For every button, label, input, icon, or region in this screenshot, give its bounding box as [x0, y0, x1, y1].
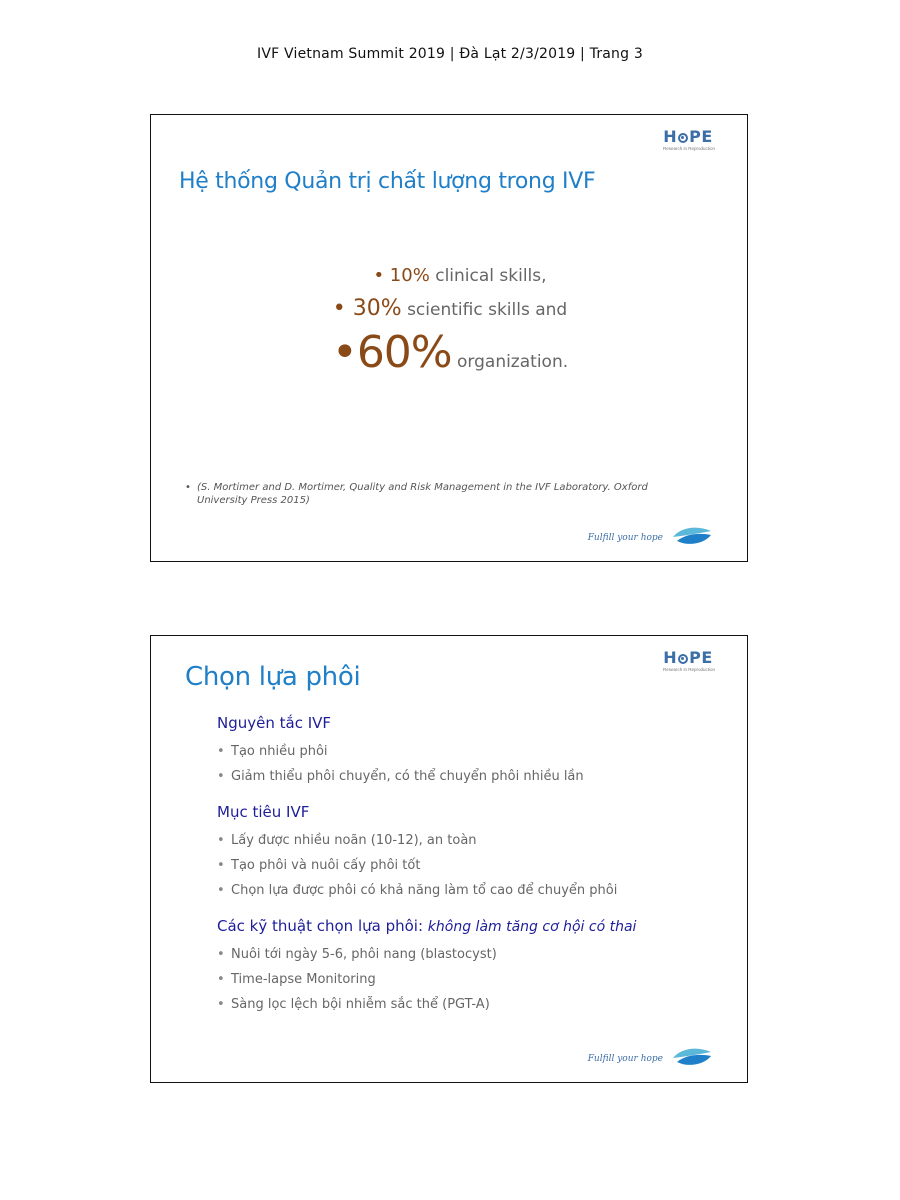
list-item: • Tạo phôi và nuôi cấy phôi tốt	[217, 853, 717, 878]
stat-scientific: • 30% scientific skills and	[332, 296, 568, 321]
leaf-icon	[671, 525, 713, 547]
section-principles	[217, 714, 717, 789]
list-item: • Giảm thiểu phôi chuyển, có thể chuyển phôi nhiều lần	[217, 764, 717, 789]
list-item: • Chọn lựa được phôi có khả năng làm tổ cao để chuyển phôi	[217, 878, 717, 903]
slide-content	[217, 714, 717, 1031]
section-heading: Các kỹ thuật chọn lựa phôi: không làm tăng cơ hội có thai	[217, 917, 637, 935]
hope-eye-icon	[678, 654, 688, 664]
list-item: • Tạo nhiều phôi	[217, 739, 717, 764]
leaf-icon	[671, 1046, 713, 1068]
section-heading: Nguyên tắc IVF	[217, 714, 332, 732]
list-item: • Time-lapse Monitoring	[217, 967, 717, 992]
list-item: • Lấy được nhiều noãn (10-12), an toàn	[217, 828, 717, 853]
list-item: • Nuôi tới ngày 5-6, phôi nang (blastocyst)	[217, 942, 717, 967]
hope-logo: H PE Research in Reproduction	[663, 127, 716, 151]
reference-citation: • (S. Mortimer and D. Mortimer, Quality and Risk Management in the IVF Laboratory. Oxford University Press 2015)	[185, 482, 648, 506]
section-heading: Mục tiêu IVF	[217, 803, 310, 821]
stat-organization: •60% organization.	[331, 327, 569, 378]
page-header: IVF Vietnam Summit 2019 | Đà Lạt 2/3/2019 | Trang 3	[257, 46, 643, 62]
hope-eye-icon	[678, 133, 688, 143]
slide-title: Hệ thống Quản trị chất lượng trong IVF	[179, 169, 596, 194]
slide-embryo-selection: H PE Research in Reproduction Chọn lựa phôi Nguyên tắc IVF • Tạo nhiều phôi • Giảm thiểu phôi chuyển, có thể chuyển phôi nhiều lần Mục tiêu IVF • Lấy được nhiều noãn (10-12), an toàn • Tạo phôi và nuôi cấy phôi tốt • Chọn lựa được phôi có khả năng làm tổ cao để chuyển phôi Các kỹ thuật chọn lựa phôi: không làm tăng cơ hội có thai • Nuôi tới ngày 5-6, phôi nang (blastocyst) • Time-lapse Monitoring • Sàng lọc lệch bội nhiễm sắc thể (PGT-A) Fulfill your hope	[150, 635, 748, 1083]
slide-quality-management: H PE Research in Reproduction Hệ thống Quản trị chất lượng trong IVF • 10% clinical skills, • 30% scientific skills and •60% organization. • (S. Mortimer and D. Mortimer, Quality and Risk Management in the IVF Laboratory. Oxford University Press 2015) Fulfill your hope	[150, 114, 748, 562]
slide-title: Chọn lựa phôi	[185, 662, 361, 692]
hope-logo: H PE Research in Reproduction	[663, 648, 716, 672]
list-item: • Sàng lọc lệch bội nhiễm sắc thể (PGT-A)	[217, 992, 717, 1017]
stats-list	[151, 265, 749, 378]
stat-clinical: • 10% clinical skills,	[373, 265, 547, 286]
section-goals	[217, 803, 717, 903]
section-techniques	[217, 917, 717, 1017]
